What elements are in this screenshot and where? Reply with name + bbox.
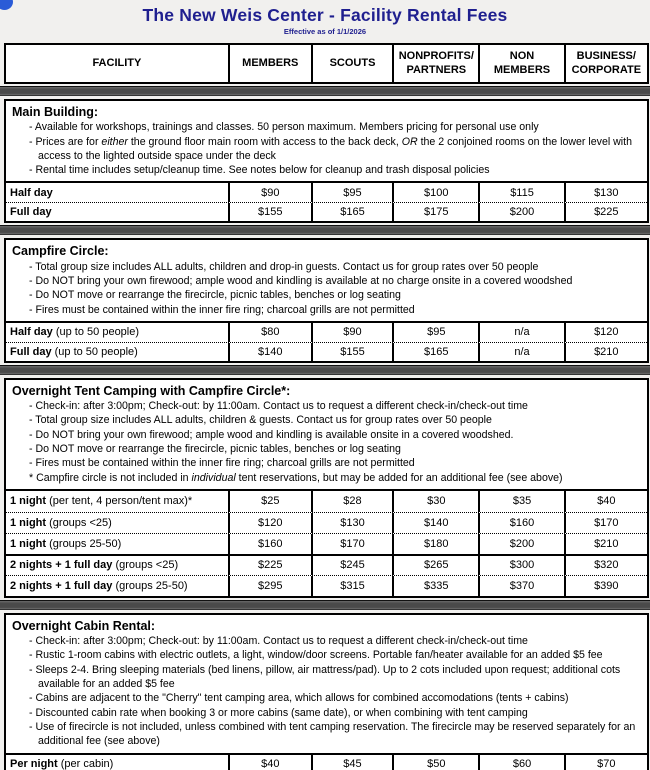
fee-rows (6, 181, 647, 221)
note-marker: - (29, 289, 36, 302)
column-header-nonprofits (392, 45, 478, 82)
section-title: Main Building: (12, 105, 99, 119)
fee-row-label-detail: (per tent, 4 person/tent max)* (46, 495, 193, 508)
fee-row-label (6, 755, 228, 770)
column-header-line1: NON (509, 50, 535, 63)
column-header-scouts (311, 45, 392, 82)
fee-row-label-bold: 1 night (10, 516, 47, 529)
fee-row (6, 491, 647, 512)
column-header-line2: PARTNERS (406, 63, 467, 76)
section-main-building (4, 99, 649, 223)
fee-row (6, 323, 647, 342)
fee-rows (6, 489, 647, 596)
fee-row-label (6, 534, 228, 554)
note-marker: - (29, 260, 36, 273)
section-note (29, 303, 641, 317)
note-text: Sleeps 2-4. Bring sleeping materials (bed linens, pillow, air mattress/pad). Up to 2 cots included upon request; additional cots available for an added $5 fee (35, 663, 621, 691)
fee-price: $165 (392, 343, 478, 361)
note-marker: - (29, 164, 36, 177)
fee-price: $390 (564, 576, 647, 596)
note-text: Prices are for (35, 135, 102, 148)
section-note (29, 663, 641, 692)
fee-price: $160 (228, 534, 311, 554)
note-text: Discounted cabin rate when booking 3 or more cabins (same date), or when combining with tent camping (35, 706, 528, 719)
fee-row-label (6, 576, 228, 596)
fee-row-label-bold: Per night (10, 758, 58, 770)
fee-row-label (6, 491, 228, 512)
section-note (29, 691, 641, 705)
fee-row-label-bold: 2 nights + 1 full day (10, 559, 113, 572)
fee-row (6, 202, 647, 221)
section-description (6, 101, 647, 181)
fee-price: $155 (228, 203, 311, 221)
section-note (29, 428, 641, 442)
section-note (29, 456, 641, 470)
note-marker: - (29, 663, 36, 676)
fee-row-label-detail: (up to 50 people) (51, 345, 138, 358)
fee-price: $210 (564, 343, 647, 361)
note-text: Fires must be contained within the inner fire ring; charcoal grills are not permitted (35, 457, 415, 470)
fee-price: $40 (564, 491, 647, 512)
table-header-row (4, 43, 649, 84)
note-text: Rental time includes setup/cleanup time. See notes below for cleanup and trash disposal policies (35, 164, 490, 177)
note-marker: - (29, 443, 36, 456)
fee-price: $115 (478, 183, 563, 202)
fee-row (6, 575, 647, 596)
fee-row-label-detail: (groups 25-50) (46, 537, 122, 550)
fee-price: $170 (564, 513, 647, 533)
section-campfire-circle (4, 238, 649, 362)
fee-rows (6, 321, 647, 361)
fee-row (6, 183, 647, 202)
fee-price: $165 (311, 203, 392, 221)
fee-price: $30 (392, 491, 478, 512)
note-text: the ground floor main room with access to the back deck, (127, 135, 402, 148)
fee-row-label (6, 183, 228, 202)
section-note (29, 706, 641, 720)
column-header-non (478, 45, 563, 82)
section-note (29, 413, 641, 427)
fee-row (6, 512, 647, 533)
fee-row-label (6, 203, 228, 221)
fee-price: $100 (392, 183, 478, 202)
fee-price: $35 (478, 491, 563, 512)
fee-price: $335 (392, 576, 478, 596)
note-marker: - (29, 649, 36, 662)
note-marker: - (29, 692, 36, 705)
note-text: Check-in: after 3:00pm; Check-out: by 11:00am. Contact us to request a different check-in/check-out time (35, 400, 528, 413)
fee-price: $90 (311, 323, 392, 342)
fee-row-label-bold: Full day (10, 206, 52, 219)
note-text: OR (401, 135, 418, 148)
fee-price: $315 (311, 576, 392, 596)
fee-price: $295 (228, 576, 311, 596)
fee-row-label-detail: (groups <25) (46, 516, 112, 529)
fee-price: $210 (564, 534, 647, 554)
separator-bar (0, 225, 650, 235)
column-header-business (564, 45, 647, 82)
section-title: Overnight Tent Camping with Campfire Circle*: (12, 383, 291, 398)
section-note (29, 399, 641, 413)
fee-price: $60 (478, 755, 563, 770)
fee-price: $120 (564, 323, 647, 342)
section-description (6, 380, 647, 489)
section-description (6, 615, 647, 753)
fee-row-label (6, 556, 228, 575)
column-header-line1: FACILITY (92, 56, 142, 69)
column-header-line1: SCOUTS (329, 56, 376, 69)
separator-bar (0, 365, 650, 375)
section-title: Overnight Cabin Rental: (12, 618, 156, 633)
fee-row-label-bold: Half day (10, 186, 53, 199)
section-note (29, 634, 641, 648)
fee-price: $95 (392, 323, 478, 342)
note-marker: - (29, 135, 36, 148)
fee-row-label (6, 323, 228, 342)
fee-price: $28 (311, 491, 392, 512)
section-note (29, 288, 641, 302)
fee-price: $170 (311, 534, 392, 554)
fee-row-label (6, 513, 228, 533)
fee-row-label-bold: 1 night (10, 537, 47, 550)
fee-price: $180 (392, 534, 478, 554)
fee-price: $265 (392, 556, 478, 575)
section-note (29, 135, 641, 164)
fee-price: $140 (228, 343, 311, 361)
section-note (29, 274, 641, 288)
fee-row (6, 554, 647, 575)
note-text: Fires must be contained within the inner fire ring; charcoal grills are not permitted (35, 303, 415, 316)
section-note (29, 120, 641, 134)
section-note (29, 471, 641, 485)
note-text: individual (191, 471, 236, 484)
fee-price: $45 (311, 755, 392, 770)
fee-price: $80 (228, 323, 311, 342)
column-header-line2: CORPORATE (571, 63, 642, 76)
fee-price: $245 (311, 556, 392, 575)
fee-price: $50 (392, 755, 478, 770)
column-header-line2: MEMBERS (493, 63, 551, 76)
note-marker: - (29, 414, 36, 427)
section-description (6, 240, 647, 320)
note-text: Do NOT move or rearrange the firecircle, picnic tables, benches or log seating (35, 289, 401, 302)
note-text: Total group size includes ALL adults, children & guests. Contact us for group rates over 50 people (35, 414, 492, 427)
column-header-line1: BUSINESS/ (576, 50, 636, 63)
column-header-facility (6, 45, 228, 82)
column-header-members (228, 45, 311, 82)
effective-date: Effective as of 1/1/2026 (283, 27, 367, 36)
fee-price: $300 (478, 556, 563, 575)
note-marker: * (29, 471, 37, 484)
fee-row-label-bold: 2 nights + 1 full day (10, 579, 113, 592)
fee-row-label-detail: (per cabin) (57, 758, 114, 770)
fee-row-label-detail: (up to 50 people) (52, 326, 140, 339)
fee-price: $70 (564, 755, 647, 770)
note-marker: - (29, 303, 36, 316)
fee-price: $225 (564, 203, 647, 221)
fee-price: $25 (228, 491, 311, 512)
fee-row-label-detail: (groups 25-50) (112, 579, 188, 592)
fee-price: $200 (478, 203, 563, 221)
separator-bar (0, 86, 650, 96)
fee-price: $320 (564, 556, 647, 575)
fee-rows (6, 753, 647, 770)
fee-price: $140 (392, 513, 478, 533)
note-text: the 2 conjoined rooms on the lower level with access to the lighted outside space under the deck (38, 135, 632, 162)
note-text: Rustic 1-room cabins with electric outlets, a light, window/door screens. Portable fan/heater available for an added $5 fee (35, 649, 603, 662)
fee-price: $175 (392, 203, 478, 221)
note-marker: - (29, 274, 36, 287)
fee-row-label-bold: Full day (10, 345, 52, 358)
section-note (29, 442, 641, 456)
note-text: Cabins are adjacent to the "Cherry" tent camping area, which allows for combined accomodations (tents + cabins) (35, 692, 569, 705)
fee-price: $95 (311, 183, 392, 202)
note-marker: - (29, 720, 36, 733)
note-text: Do NOT bring your own firewood; ample wood and kindling is available onsite in a covered woodshed. (35, 428, 514, 441)
fee-row-label (6, 343, 228, 361)
note-marker: - (29, 706, 36, 719)
section-overnight-cabin-rental (4, 613, 649, 770)
fee-price: n/a (478, 343, 563, 361)
fee-price: $200 (478, 534, 563, 554)
fee-row-label-bold: 1 night (10, 495, 47, 508)
column-header-line1: NONPROFITS/ (398, 50, 474, 63)
note-text: Use of firecircle is not included, unless combined with tent camping reservation. The firecircle may be reserved separately for an additional fee (see above) (35, 720, 636, 748)
note-marker: - (29, 457, 36, 470)
note-text: Check-in: after 3:00pm; Check-out: by 11:00am. Contact us to request a different check-in/check-out time (35, 635, 528, 648)
note-text: tent reservations, but may be added for an additional fee (see above) (235, 471, 563, 484)
note-marker: - (29, 635, 36, 648)
masthead (0, 0, 650, 43)
fee-price: $40 (228, 755, 311, 770)
page-title: The New Weis Center - Facility Rental Fees (142, 5, 508, 25)
note-text: Do NOT move or rearrange the firecircle, picnic tables, benches or log seating (35, 443, 401, 456)
fee-row (6, 533, 647, 554)
section-note (29, 648, 641, 662)
sections-container (0, 86, 650, 770)
section-note (29, 163, 641, 177)
column-header-line1: MEMBERS (242, 56, 299, 69)
section-note (29, 260, 641, 274)
note-text: either (101, 135, 128, 148)
fee-price: $370 (478, 576, 563, 596)
note-text: Campfire circle is not included in (36, 471, 192, 484)
note-text: Do NOT bring your own firewood; ample wood and kindling is available at no charge onsite in a covered woodshed (35, 274, 573, 287)
separator-bar (0, 600, 650, 610)
section-note (29, 720, 641, 749)
fee-price: $130 (564, 183, 647, 202)
note-marker: - (29, 400, 36, 413)
fee-row-label-bold: Half day (10, 326, 53, 339)
fee-row-label-detail: (groups <25) (112, 559, 179, 572)
note-marker: - (29, 121, 35, 134)
fee-price: $155 (311, 343, 392, 361)
fee-price: $120 (228, 513, 311, 533)
fee-price: n/a (478, 323, 563, 342)
fee-price: $225 (228, 556, 311, 575)
fee-price: $130 (311, 513, 392, 533)
note-marker: - (29, 428, 36, 441)
fee-price: $90 (228, 183, 311, 202)
note-text: Available for workshops, trainings and classes. 50 person maximum. Members pricing for personal use only (34, 121, 539, 134)
fee-row (6, 755, 647, 770)
section-overnight-tent-camping (4, 378, 649, 598)
note-text: Total group size includes ALL adults, children and drop-in guests. Contact us for group rates over 50 people (35, 260, 539, 273)
section-title: Campfire Circle: (12, 244, 109, 259)
fee-row (6, 342, 647, 361)
fee-price: $160 (478, 513, 563, 533)
